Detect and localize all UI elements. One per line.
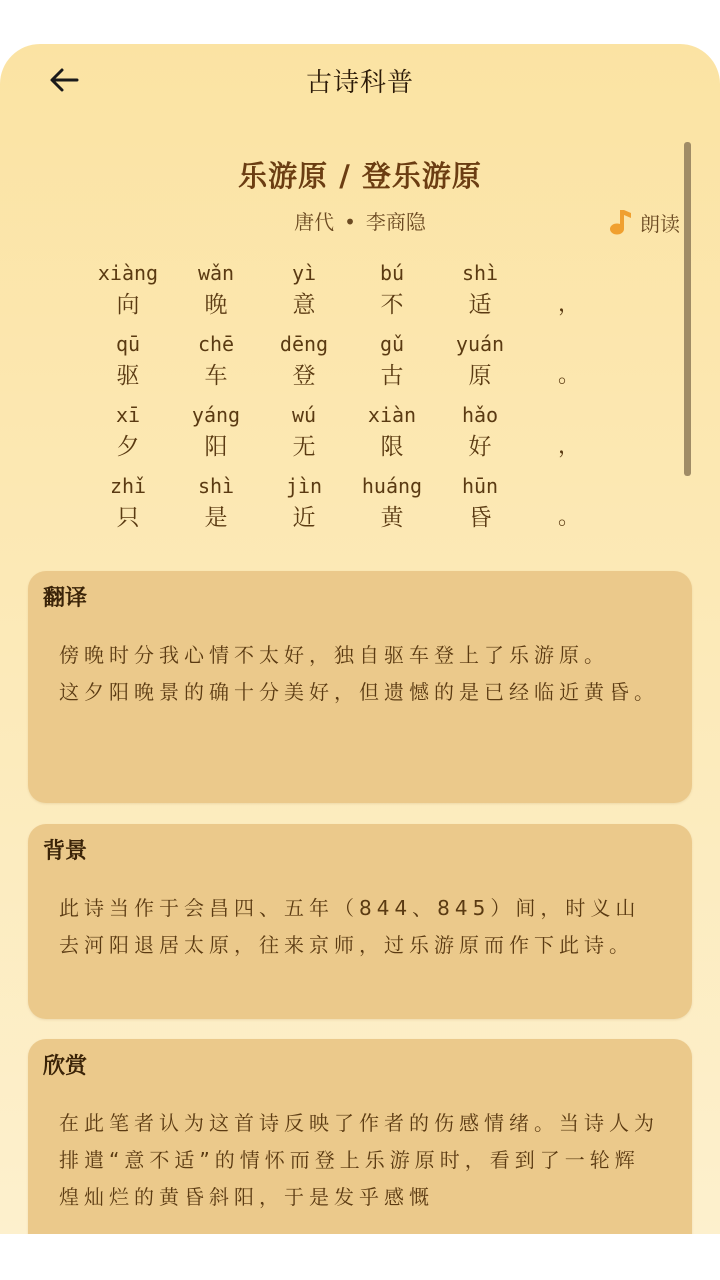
hanzi: 无 <box>292 434 316 460</box>
appreciation-paragraph: 在此笔者认为这首诗反映了作者的伤感情绪。当诗人为排遣“意不适”的情怀而登上乐游原时，看到了一轮辉煌灿烂的黄昏斜阳，于是发乎感慨 <box>59 1111 659 1209</box>
poem-char <box>436 329 524 393</box>
poem-char <box>84 258 172 322</box>
hanzi: 黄 <box>380 505 404 531</box>
poem-char <box>436 258 524 322</box>
poem-char <box>436 400 524 464</box>
hanzi: 驱 <box>116 363 140 389</box>
header <box>0 44 720 120</box>
pinyin: shì <box>461 261 499 285</box>
pinyin: shì <box>197 474 235 498</box>
hanzi: 原 <box>468 363 492 389</box>
background-body <box>59 890 659 964</box>
poem-char <box>172 258 260 322</box>
poem-char <box>348 471 436 535</box>
background-card <box>28 824 692 1019</box>
pinyin: gǔ <box>379 332 405 356</box>
background-paragraph: 此诗当作于会昌四、五年（844、845）间，时义山去河阳退居太原，往来京师，过乐游原而作下此诗。 <box>59 896 641 957</box>
poem-char <box>172 400 260 464</box>
poem-char <box>260 471 348 535</box>
pinyin: yì <box>291 261 317 285</box>
poem-line <box>98 400 618 471</box>
background-title: 背景 <box>43 839 88 864</box>
appreciation-card <box>28 1039 692 1234</box>
pinyin: wú <box>291 403 317 427</box>
translation-paragraph: 这夕阳晚景的确十分美好，但遗憾的是已经临近黄昏。 <box>59 680 659 704</box>
pinyin: xī <box>115 403 141 427</box>
poem-author[interactable]: 李商隐 <box>365 210 426 234</box>
pinyin: zhǐ <box>109 474 147 498</box>
pinyin: yáng <box>191 403 241 427</box>
poem-char <box>84 471 172 535</box>
hanzi: 适 <box>468 292 492 318</box>
hanzi: 昏 <box>468 505 492 531</box>
punctuation: 。 <box>558 505 581 530</box>
hanzi: 不 <box>380 292 404 318</box>
music-note-icon <box>608 208 634 236</box>
hanzi: 古 <box>380 363 404 389</box>
hanzi: 意 <box>292 292 316 318</box>
poem-char <box>348 258 436 322</box>
poem-char <box>172 329 260 393</box>
poem-char <box>260 329 348 393</box>
hanzi: 近 <box>292 505 316 531</box>
pinyin: qū <box>115 332 141 356</box>
pinyin: hǎo <box>461 403 499 427</box>
pinyin: huáng <box>361 474 423 498</box>
poem-line <box>98 258 618 329</box>
read-aloud-label: 朗读 <box>640 211 680 236</box>
pinyin: chē <box>197 332 235 356</box>
translation-paragraph: 傍晚时分我心情不太好，独自驱车登上了乐游原。 <box>59 643 609 667</box>
pinyin: hūn <box>461 474 499 498</box>
appreciation-title: 欣赏 <box>43 1054 88 1079</box>
translation-card <box>28 571 692 803</box>
hanzi: 登 <box>292 363 316 389</box>
punctuation: ， <box>558 434 581 459</box>
poem-title: 乐游原 / 登乐游原 <box>238 159 482 193</box>
translation-title: 翻译 <box>43 586 88 611</box>
hanzi: 晚 <box>204 292 228 318</box>
pinyin: wǎn <box>197 261 235 285</box>
pinyin: dēng <box>279 332 329 356</box>
translation-body <box>59 637 659 711</box>
poem-char <box>84 329 172 393</box>
hanzi: 只 <box>116 505 140 531</box>
pinyin: jìn <box>285 474 323 498</box>
punctuation: ， <box>558 292 581 317</box>
poem-dynasty: 唐代 <box>294 210 335 234</box>
read-aloud-button[interactable] <box>608 206 680 238</box>
pinyin: yuán <box>455 332 505 356</box>
hanzi: 限 <box>380 434 404 460</box>
poem-char <box>84 400 172 464</box>
poem-detail-screen <box>0 44 720 1234</box>
punctuation: 。 <box>558 363 581 388</box>
poem-char <box>260 400 348 464</box>
poem-line <box>98 471 618 542</box>
pinyin: bú <box>379 261 405 285</box>
meta-separator: • <box>344 210 356 234</box>
poem-char <box>260 258 348 322</box>
poem-char <box>172 471 260 535</box>
appreciation-body <box>59 1105 659 1216</box>
poem-char <box>348 400 436 464</box>
poem-char <box>348 329 436 393</box>
hanzi: 车 <box>204 363 228 389</box>
poem-body <box>98 258 618 542</box>
hanzi: 好 <box>468 434 492 460</box>
hanzi: 阳 <box>204 434 228 460</box>
pinyin: xiàng <box>97 261 159 285</box>
poem-line <box>98 329 618 400</box>
hanzi: 是 <box>204 505 228 531</box>
pinyin: xiàn <box>367 403 417 427</box>
hanzi: 向 <box>116 292 140 318</box>
page-title: 古诗科普 <box>305 68 414 98</box>
poem-char <box>436 471 524 535</box>
hanzi: 夕 <box>116 434 140 460</box>
